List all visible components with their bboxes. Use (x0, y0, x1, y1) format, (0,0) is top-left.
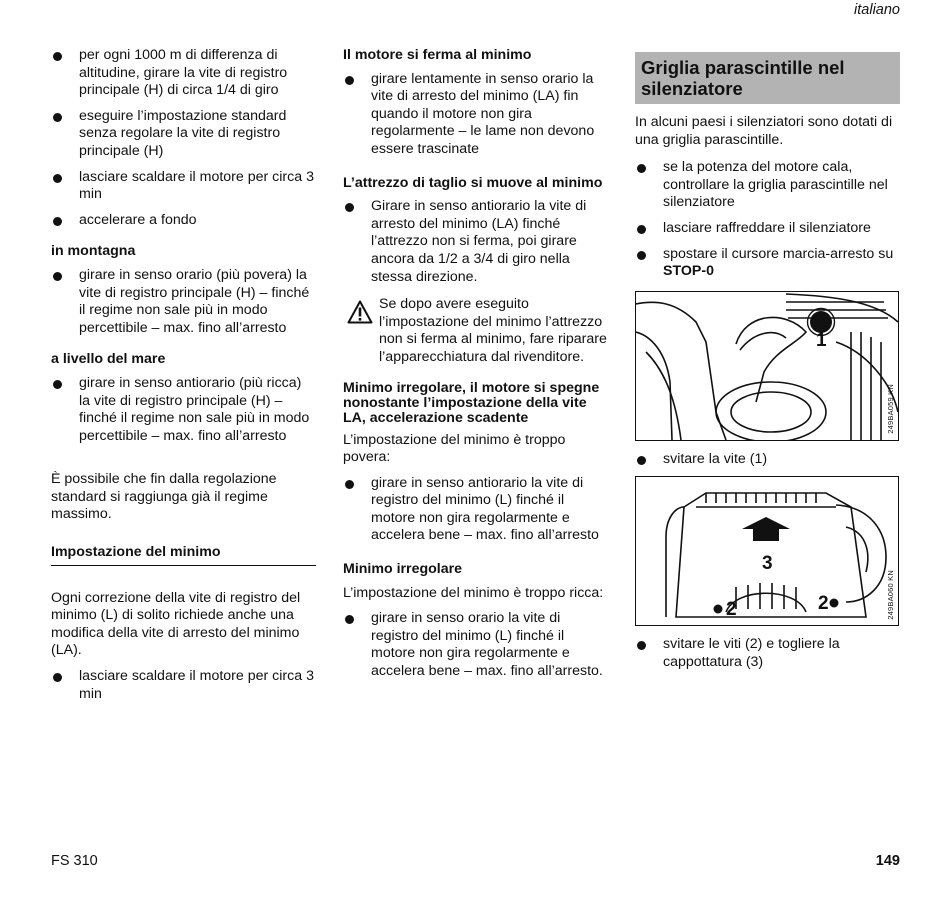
list-item: svitare la vite (1) (635, 451, 900, 469)
list-item: se la potenza del motore cala, controllare la griglia parascintille nel silenziatore (635, 159, 900, 212)
mountain-heading: in montagna (51, 243, 136, 260)
altitude-steps-list (51, 47, 316, 229)
list-item: svitare le viti (2) e togliere la cappottatura (3) (635, 636, 900, 671)
language-label: italiano (854, 2, 900, 18)
list-item: girare in senso antiorario la vite di registro del minimo (L) finché il motore non gira regolarmente e accelera bene – max. fino all’arresto (343, 475, 611, 545)
callout-1-label: 1 (816, 329, 827, 351)
list-item: eseguire l’impostazione standard senza regolare la vite di registro principale (H) (51, 108, 316, 161)
list-item: per ogni 1000 m di differenza di altitudine, girare la vite di registro principale (H) di circa 1/4 di giro (51, 47, 316, 100)
warning-icon (347, 300, 373, 324)
column-middle (343, 47, 611, 689)
page-number: 149 (875, 853, 900, 869)
list-item: lasciare scaldare il motore per circa 3 min (51, 668, 316, 703)
callout-3-label: 3 (762, 553, 773, 575)
column-left (51, 47, 316, 711)
irregular-idle-rich-heading: Minimo irregolare (343, 561, 463, 578)
figure-code: 249BA059 KN (886, 384, 895, 434)
intro-paragraph: In alcuni paesi i silenziatori sono dotati di una griglia parascintille. (635, 114, 893, 148)
idle-setting-paragraph: Ogni correzione della vite di registro del minimo (L) di solito richiede anche una modifica della vite di arresto del minimo (LA). (51, 589, 301, 659)
lean-paragraph: L’impostazione del minimo è troppo povera: (343, 431, 566, 466)
list-item: girare in senso antiorario (più ricca) la vite di registro principale (H) – finché il regime non sale più in modo percettibile – max. fino all’arresto (51, 375, 316, 445)
list-item: accelerare a fondo (51, 212, 316, 230)
irregular-idle-lean-heading: Minimo irregolare, il motore si spegne nonostante l’impostazione della vite LA, accelerazione scadente (343, 379, 600, 426)
engine-top-illustration (636, 292, 898, 440)
list-item: girare in senso orario la vite di registro del minimo (L) finché il motore non gira regolarmente e accelera bene – max. fino all’arresto. (343, 610, 611, 680)
list-item: Girare in senso antiorario la vite di arresto del minimo (LA) finché l’attrezzo non si ferma, poi girare ancora da 1/2 a 3/4 di giro nella stessa direzione. (343, 198, 611, 286)
figure-screws-2-cover-3 (635, 476, 899, 626)
engine-cover-illustration (636, 477, 898, 625)
standard-setting-note: È possibile che fin dalla regolazione standard si raggiunga già il regime massimo. (51, 471, 277, 523)
callout-2-label-right: 2 (818, 593, 829, 615)
figure-screw-1 (635, 291, 899, 441)
cutting-tool-moves-heading: L’attrezzo di taglio si muove al minimo (343, 174, 603, 191)
column-right (635, 47, 900, 680)
warning-block (343, 296, 611, 366)
spark-arrestor-heading: Griglia parascintille nel silenziatore (635, 52, 900, 104)
list-item: lasciare scaldare il motore per circa 3 min (51, 169, 316, 204)
list-item: girare lentamente in senso orario la vite di arresto del minimo (LA) fin quando il motore non gira regolarmente – le lame non devono essere trascinate (343, 71, 611, 159)
list-item: spostare il cursore marcia-arresto su STOP-0 (635, 246, 900, 281)
sea-level-heading: a livello del mare (51, 351, 166, 368)
callout-2-label-left: 2 (726, 599, 737, 621)
list-item: girare in senso orario (più povera) la vite di registro principale (H) – finché il regime non sale più in modo percettibile – max. fino all’arresto (51, 267, 316, 337)
rich-paragraph: L’impostazione del minimo è troppo ricca: (343, 584, 604, 601)
engine-stops-heading: Il motore si ferma al minimo (343, 47, 532, 63)
warning-text: Se dopo avere eseguito l’impostazione del minimo l’attrezzo non si ferma al minimo, fare riparare l’apparecchiatura dal rivenditore. (379, 296, 607, 365)
model-label: FS 310 (51, 853, 98, 869)
list-item: lasciare raffreddare il silenziatore (635, 220, 900, 238)
idle-setting-heading: Impostazione del minimo (51, 544, 316, 566)
figure-code: 249BA060 KN (886, 569, 895, 620)
